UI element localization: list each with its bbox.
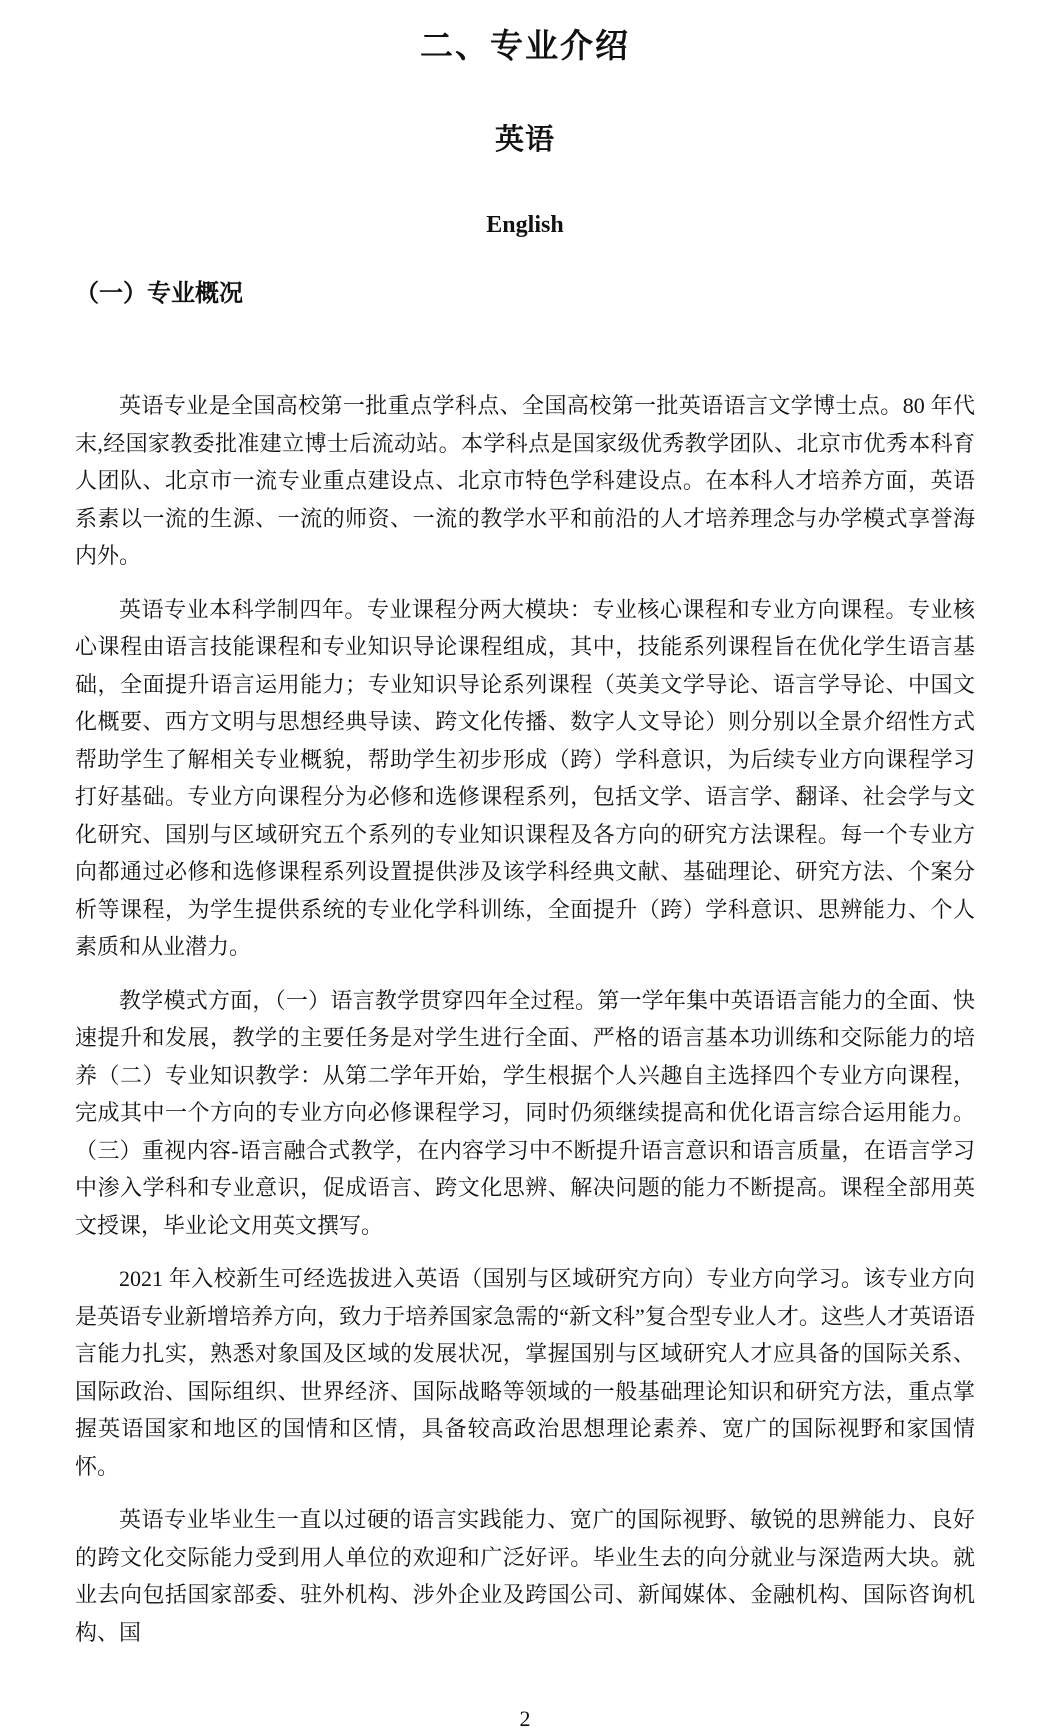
paragraph-2021-direction: 2021 年入校新生可经选拔进入英语（国别与区域研究方向）专业方向学习。该专业方向是英语专业新增培养方向，致力于培养国家急需的“新文科”复合型专业人才。这些人才英语语言能力扎实，熟悉对象国及区域的发展状况，掌握国别与区域研究人才应具备的国际关系、国际政治、国际组织、世界经济、国际战略等领域的一般基础理论知识和研究方法，重点掌握英语国家和地区的国情和区情，具备较高政治思想理论素养、宽广的国际视野和家国情怀。 [75,1266,975,1479]
paragraph-curriculum: 英语专业本科学制四年。专业课程分两大模块：专业核心课程和专业方向课程。专业核心课程由语言技能课程和专业知识导论课程组成，其中，技能系列课程旨在优化学生语言基础，全面提升语言运用能力；专业知识导论系列课程（英美文学导论、语言学导论、中国文化概要、西方文明与思想经典导读、跨文化传播、数字人文导论）则分别以全景介绍性方式帮助学生了解相关专业概貌，帮助学生初步形成（跨）学科意识，为后续专业方向课程学习打好基础。专业方向课程分为必修和选修课程系列，包括文学、语言学、翻译、社会学与文化研究、国别与区域研究五个系列的专业知识课程及各方向的研究方法课程。每一个专业方向都通过必修和选修课程系列设置提供涉及该学科经典文献、基础理论、研究方法、个案分析等课程，为学生提供系统的专业化学科训练，全面提升（跨）学科意识、思辨能力、个人素质和从业潜力。 [75,596,975,959]
paragraph-teaching-model: 教学模式方面，（一）语言教学贯穿四年全过程。第一学年集中英语语言能力的全面、快速提升和发展，教学的主要任务是对学生进行全面、严格的语言基本功训练和交际能力的培养（二）专业知识教学：从第二学年开始，学生根据个人兴趣自主选择四个专业方向课程，完成其中一个方向的专业方向必修课程学习，同时仍须继续提高和优化语言综合运用能力。（三）重视内容-语言融合式教学，在内容学习中不断提升语言意识和语言质量，在语言学习中渗入学科和专业意识，促成语言、跨文化思辨、解决问题的能力不断提高。课程全部用英文授课，毕业论文用英文撰写。 [75,987,975,1238]
subsection-heading: （一）专业概况 [75,280,243,307]
major-title-zh: 英语 [494,124,555,156]
body-text [75,387,975,1651]
page-number: 2 [519,1706,531,1731]
paragraph-overview: 英语专业是全国高校第一批重点学科点、全国高校第一批英语语言文学博士点。80 年代末,经国家教委批准建立博士后流动站。本学科点是国家级优秀教学团队、北京市优秀本科育人团队、北京市一流专业重点建设点、北京市特色学科建设点。在本科人才培养方面，英语系素以一流的生源、一流的师资、一流的教学水平和前沿的人才培养理念与办学模式享誉海内外。 [75,393,975,568]
paragraph-graduates: 英语专业毕业生一直以过硬的语言实践能力、宽广的国际视野、敏锐的思辨能力、良好的跨文化交际能力受到用人单位的欢迎和广泛好评。毕业生去的向分就业与深造两大块。就业去向包括国家部委、驻外机构、涉外企业及跨国公司、新闻媒体、金融机构、国际咨询机构、国 [75,1507,975,1645]
major-title-en: English [486,212,564,238]
section-title: 二、专业介绍 [420,27,630,64]
